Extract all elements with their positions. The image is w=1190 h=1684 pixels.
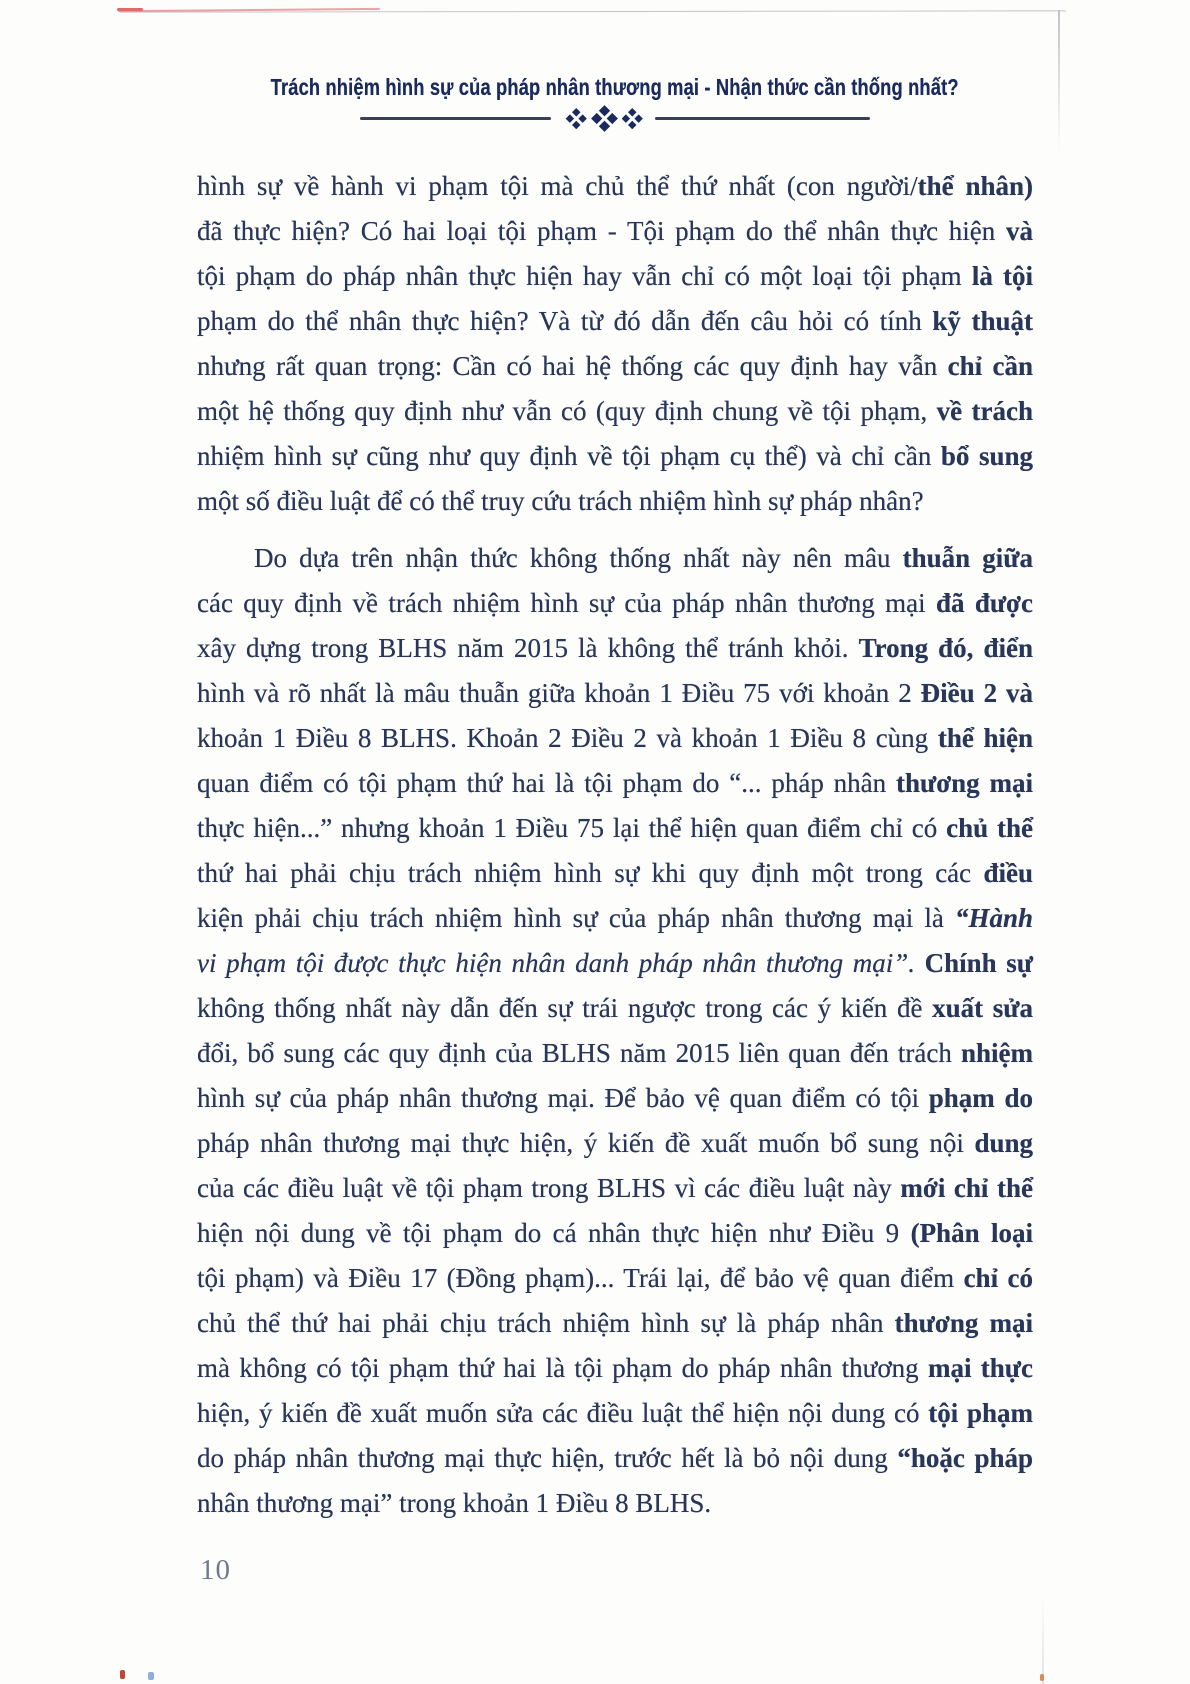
text-line [197, 1256, 1033, 1301]
text-segment: và [1006, 216, 1033, 246]
text-segment: “Hành [954, 903, 1033, 933]
text-segment: mới chỉ thể [900, 1173, 1033, 1203]
text-segment: vi phạm tội được thực hiện nhân danh pháp nhân thương mại”. [197, 948, 915, 978]
text-line [197, 581, 1033, 626]
text-segment: dung [974, 1128, 1033, 1158]
text-segment: tội phạm [928, 1398, 1033, 1428]
text-line [197, 1211, 1033, 1256]
text-segment: thể hiện [937, 723, 1033, 753]
text-segment: không thống nhất này dẫn đến sự trái ngược trong các ý kiến đề [197, 993, 933, 1023]
text-line [197, 1391, 1033, 1436]
text-line [197, 479, 924, 524]
text-segment: là tội [971, 261, 1033, 291]
text-segment: mà không có tội phạm thứ hai là tội phạm do pháp nhân thương [197, 1353, 928, 1383]
text-segment: kiện phải chịu trách nhiệm hình sự của pháp nhân thương mại là [197, 903, 955, 933]
text-segment: mại thực [927, 1353, 1033, 1383]
scan-artifact-right-edge [1058, 10, 1060, 152]
text-line [197, 806, 1033, 851]
divider-line-right [655, 117, 870, 120]
text-line [197, 1076, 1033, 1121]
text-line [197, 1166, 1033, 1211]
divider-line-left [360, 117, 551, 120]
header-divider [360, 109, 870, 128]
text-segment: xuất sửa [932, 993, 1034, 1023]
text-line [197, 299, 1033, 344]
text-line [197, 941, 1033, 986]
text-segment: pháp nhân thương mại thực hiện, ý kiến đề xuất muốn bổ sung nội [197, 1128, 975, 1158]
text-line [197, 1436, 1033, 1481]
text-line [197, 1031, 1033, 1076]
text-segment: thương mại [894, 1308, 1033, 1338]
text-segment: một hệ thống quy định như vẫn có (quy định chung về tội phạm, [197, 396, 937, 426]
text-line [197, 761, 1033, 806]
text-segment: thương mại [895, 768, 1033, 798]
text-line [254, 536, 1033, 581]
text-segment: đã được [935, 588, 1033, 618]
text-line [197, 671, 1033, 716]
text-segment: tội phạm) và Điều 17 (Đồng phạm)... Trái lại, để bảo vệ quan điểm [197, 1263, 964, 1293]
text-line [197, 434, 1033, 479]
text-line [197, 1301, 1033, 1346]
text-segment: kỹ thuật [932, 306, 1033, 336]
text-segment: thực hiện...” nhưng khoản 1 Điều 75 lại thể hiện quan điểm chỉ có [197, 813, 947, 843]
scan-artifact-bottom-right-edge [1042, 1596, 1044, 1684]
text-line [197, 1346, 1033, 1391]
text-segment: nhiệm hình sự cũng như quy định về tội phạm cụ thể) và chỉ cần [197, 441, 941, 471]
text-line [197, 986, 1033, 1031]
text-segment: chủ thể thứ hai phải chịu trách nhiệm hình sự là pháp nhân [197, 1308, 895, 1338]
text-segment: do pháp nhân thương mại thực hiện, trước hết là bỏ nội dung [197, 1443, 898, 1473]
text-segment: hiện nội dung về tội phạm do cá nhân thực hiện như Điều 9 [197, 1218, 911, 1248]
text-segment: thứ hai phải chịu trách nhiệm hình sự khi quy định một trong các [197, 858, 984, 888]
paragraph [197, 536, 1033, 1526]
scan-artifact-orange-speck [1040, 1674, 1044, 1681]
text-segment: hình và rõ nhất là mâu thuẫn giữa khoản 1 Điều 75 với khoản 2 [197, 678, 921, 708]
scan-artifact-blue-speck [148, 1672, 154, 1680]
text-segment: phạm do [928, 1083, 1033, 1113]
text-segment: về trách [936, 396, 1033, 426]
text-segment: chủ thể [946, 813, 1033, 843]
text-segment: nhiệm [960, 1038, 1033, 1068]
text-segment: của các điều luật về tội phạm trong BLHS vì các điều luật này [197, 1173, 901, 1203]
text-segment: Chính sự [924, 948, 1033, 978]
paragraph [197, 164, 1033, 524]
text-segment: “hoặc pháp [897, 1443, 1033, 1473]
text-segment: chỉ có [963, 1263, 1033, 1293]
text-line [197, 896, 1033, 941]
text-segment [915, 948, 925, 978]
text-line [197, 716, 1033, 761]
diamond-ornament-icon [621, 108, 642, 129]
text-line [197, 1481, 711, 1526]
text-line [197, 1121, 1033, 1166]
text-segment: bổ sung [940, 441, 1033, 471]
text-line [197, 626, 1033, 671]
text-segment: (Phân loại [910, 1218, 1033, 1248]
text-segment: chỉ cần [947, 351, 1033, 381]
text-line [197, 344, 1033, 389]
page-title: Trách nhiệm hình sự của pháp nhân thương mại - Nhận thức cần thống nhất? [271, 74, 959, 100]
text-line [197, 209, 1033, 254]
text-segment: quan điểm có tội phạm thứ hai là tội phạm do “... pháp nhân [197, 768, 896, 798]
text-segment: Trong đó, điển [858, 633, 1033, 663]
text-segment: nhưng rất quan trọng: Cần có hai hệ thống các quy định hay vẫn [197, 351, 948, 381]
diamond-ornament-icon [566, 108, 587, 129]
text-segment: Do dựa trên nhận thức không thống nhất này nên mâu [254, 543, 903, 573]
text-segment: thuẫn giữa [902, 543, 1034, 573]
text-segment: xây dựng trong BLHS năm 2015 là không thể tránh khỏi. [197, 633, 859, 663]
scan-artifact-red-tick [117, 8, 143, 11]
text-segment: đã thực hiện? Có hai loại tội phạm - Tội phạm do thể nhân thực hiện [197, 216, 1006, 246]
text-line [197, 389, 1033, 434]
text-segment: đổi, bổ sung các quy định của BLHS năm 2015 liên quan đến trách [197, 1038, 961, 1068]
text-segment: thể nhân) [917, 171, 1033, 201]
text-segment: điều [983, 858, 1033, 888]
diamond-ornament-icon [591, 105, 618, 132]
page-number: 10 [200, 1554, 231, 1586]
scan-artifact-red-speck [120, 1670, 125, 1679]
text-segment: Điều 2 và [920, 678, 1033, 708]
text-line [197, 254, 1033, 299]
text-segment: các quy định về trách nhiệm hình sự của pháp nhân thương mại [197, 588, 936, 618]
text-segment: tội phạm do pháp nhân thực hiện hay vẫn chỉ có một loại tội phạm [197, 261, 972, 291]
text-column [197, 0, 1033, 1526]
text-line [197, 851, 1033, 896]
text-segment: khoản 1 Điều 8 BLHS. Khoản 2 Điều 2 và khoản 1 Điều 8 cùng [197, 723, 938, 753]
text-segment: hiện, ý kiến đề xuất muốn sửa các điều luật thể hiện nội dung có [197, 1398, 929, 1428]
text-line [197, 164, 1033, 209]
running-head [197, 74, 1033, 128]
text-segment: phạm do thể nhân thực hiện? Và từ đó dẫn đến câu hỏi có tính [197, 306, 933, 336]
text-segment: nhân thương mại” trong khoản 1 Điều 8 BLHS. [197, 1488, 712, 1518]
text-segment: hình sự về hành vi phạm tội mà chủ thể thứ nhất (con người/ [197, 171, 918, 201]
text-segment: một số điều luật để có thể truy cứu trách nhiệm hình sự pháp nhân? [197, 486, 924, 516]
text-segment: hình sự của pháp nhân thương mại. Để bảo vệ quan điểm có tội [197, 1083, 929, 1113]
body-text [197, 164, 1033, 1526]
